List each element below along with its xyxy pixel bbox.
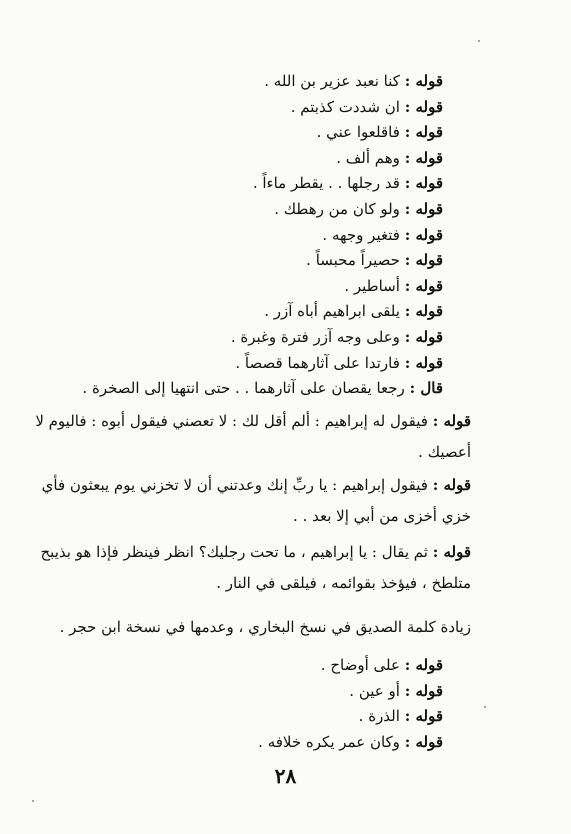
paragraph-3-text: ثم يقال : يا إبراهيم ، ما تحت رجليك؟ انظر فينظر فإذا هو بذيبح xyxy=(40,543,428,561)
entry-label: قوله : xyxy=(404,200,443,218)
entry-label: قال : xyxy=(409,379,443,398)
paragraph-1-label: قوله : xyxy=(432,412,471,430)
entry-label: قوله : xyxy=(404,353,443,372)
entry-line xyxy=(264,301,443,321)
entry-line xyxy=(235,353,443,373)
entry-text: وكان عمر يكره خلافه . xyxy=(258,732,400,751)
entry-label: قوله : xyxy=(404,681,443,700)
entry-text: وعلى وجه آزر فترة وغبرة . xyxy=(230,328,400,346)
entry-line xyxy=(349,681,443,701)
entry-line xyxy=(258,732,443,752)
paragraph-1 xyxy=(35,406,471,468)
entry-line xyxy=(82,378,443,398)
scan-speck xyxy=(484,706,486,708)
paragraph-2-line-1 xyxy=(42,470,471,501)
entry-line xyxy=(336,148,443,168)
entry-line xyxy=(322,225,443,245)
entry-text: وهم ألف . xyxy=(336,148,400,167)
entry-label: قوله : xyxy=(404,276,443,295)
note-line: زيادة كلمة الصديق في نسخ البخاري ، وعدمها في نسخة ابن حجر . xyxy=(59,618,471,636)
entry-text: أساطير . xyxy=(344,276,400,295)
entry-label: قوله : xyxy=(404,97,443,116)
paragraph-3-line-1 xyxy=(40,537,471,568)
entry-line xyxy=(344,276,443,296)
entry-label: قوله : xyxy=(404,656,443,674)
paragraph-2-text: فيقول إبراهيم : يا ربِّ إنك وعدتني أن لا تخزني يوم يبعثون فأي xyxy=(41,476,428,494)
entry-label: قوله : xyxy=(404,225,443,244)
paragraph-3 xyxy=(40,537,471,599)
entry-text: الذرة . xyxy=(358,707,400,725)
entry-line xyxy=(291,97,443,117)
entry-text: ان شددت كذبتم . xyxy=(290,97,400,116)
entry-text: ولو كان من رهطك . xyxy=(274,200,400,218)
entry-text: حصيراً محبساً . xyxy=(306,251,400,270)
entry-text: على أوضاح . xyxy=(320,656,400,674)
entry-text: فاقلعوا عني . xyxy=(316,123,400,142)
entry-line xyxy=(321,655,443,675)
entry-line xyxy=(264,71,443,91)
paragraph-2-line-2: خزي أخزى من أبي إلا بعد . . xyxy=(293,507,471,525)
entry-text: فتغير وجهه . xyxy=(322,225,400,244)
entry-text: قد رجلها . . يقطر ماءاً . xyxy=(252,174,400,193)
entry-label: قوله : xyxy=(404,732,443,751)
paragraph-1-line-2: أعصيك . xyxy=(418,443,471,461)
entry-text: فارتدا على آثارهما قصصاً . xyxy=(235,353,400,372)
entry-label: قوله : xyxy=(404,328,443,346)
entry-label: قوله : xyxy=(404,251,443,270)
paragraph-1-text: فيقول له إبراهيم : ألم أقل لك : لا تعصني فيقول أبوه : فاليوم لا xyxy=(35,412,428,430)
paragraph-1-line-1 xyxy=(35,406,471,437)
paragraph-2 xyxy=(42,470,471,532)
entry-line xyxy=(359,706,443,726)
entry-label: قوله : xyxy=(404,123,443,142)
paragraph-3-line-2: متلطخ ، فيؤخذ بقوائمه ، فيلقى في النار . xyxy=(216,574,471,592)
entry-text: رجعا يقصان على آثارهما . . حتى انتهيا إلى الصخرة . xyxy=(82,379,405,398)
entry-line xyxy=(317,122,443,142)
page-number: ٢٨ xyxy=(274,764,297,788)
entry-text: كنا نعبد عزير بن الله . xyxy=(264,72,400,90)
entry-line xyxy=(274,199,443,219)
entry-label: قوله : xyxy=(404,72,443,90)
entry-line xyxy=(231,327,443,347)
entry-text: يلقى ابراهيم أباه آزر . xyxy=(264,302,400,321)
scan-speck xyxy=(478,40,480,42)
entry-label: قوله : xyxy=(404,302,443,321)
entry-label: قوله : xyxy=(404,707,443,725)
entry-line xyxy=(306,250,443,270)
entry-line xyxy=(253,173,443,193)
paragraph-3-label: قوله : xyxy=(432,543,471,561)
entry-label: قوله : xyxy=(404,174,443,193)
entry-label: قوله : xyxy=(404,148,443,167)
scan-speck xyxy=(32,800,34,802)
entry-text: أو عين . xyxy=(349,681,400,700)
paragraph-2-label: قوله : xyxy=(432,476,471,494)
